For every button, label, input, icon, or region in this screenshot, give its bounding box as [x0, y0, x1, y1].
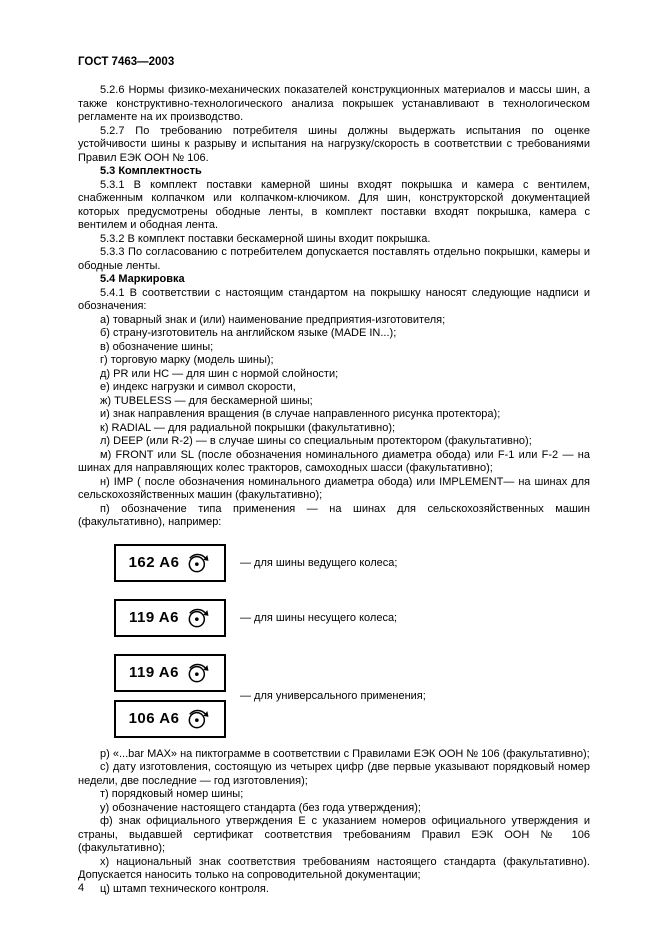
load-index-label: 119 A6: [129, 664, 179, 681]
paragraph: у) обозначение настоящего стандарта (без года утверждения);: [100, 801, 421, 814]
paragraph: к) RADIAL — для радиальной покрышки (факультативно);: [100, 421, 396, 434]
paragraph: л) DEEP (или R-2) — в случае шины со специальным протектором (факультативно);: [100, 435, 532, 447]
paragraph: р) «...bar MAX» на пиктограмме в соответствии с Правилами ЕЭК ООН № 106 (факультативно);: [100, 747, 590, 760]
pictogram-universal-bottom-box: [114, 700, 226, 738]
page-number: 4: [78, 882, 85, 894]
paragraph: в) обозначение шины;: [100, 340, 214, 353]
pictogram-universal-top-box: [114, 654, 226, 692]
paragraph: 5.3.2 В комплект поставки бескамерной шины входит покрышка.: [100, 232, 431, 245]
pictogram-caption: — для шины несущего колеса;: [240, 611, 398, 624]
rotation-arrow-icon: [186, 660, 211, 685]
pictogram-row-carrier-wheel: [114, 599, 590, 637]
document-body-bottom: [78, 748, 590, 897]
paragraph: 5.4 Маркировка: [100, 273, 185, 285]
paragraph: 5.3 Комплектность: [100, 165, 202, 177]
paragraph: ф) знак официального утверждения Е с указанием номеров официального утверждения и страны, выдавшей сертификат соответствия требованиям Правил ЕЭК ООН № 106 (факультативно);: [78, 815, 590, 854]
load-index-label: 119 A6: [129, 609, 179, 626]
pictogram-section: [114, 544, 590, 738]
paragraph: ж) TUBELESS — для бескамерной шины;: [100, 394, 313, 407]
load-index-label: 162 A6: [128, 554, 180, 571]
rotation-arrow-icon: [186, 706, 211, 731]
pictogram-caption: — для универсального применения;: [240, 689, 426, 702]
paragraph: п) обозначение типа применения — на шинах для сельскохозяйственных машин (факультативно), например:: [78, 502, 590, 528]
paragraph: 5.2.7 По требованию потребителя шины должны выдержать испытания по оценке устойчивости шины к разрыву и испытания на нагрузку/скорость в соответствии с требованиями Правил ЕЭК ООН № 106.: [78, 124, 590, 164]
pictogram-carrier-wheel-box: [114, 599, 226, 637]
paragraph: и) знак направления вращения (в случае направленного рисунка протектора);: [100, 408, 501, 420]
paragraph: г) торговую марку (модель шины);: [100, 354, 274, 366]
pictogram-row-universal: [114, 654, 590, 738]
paragraph: н) IMP ( после обозначения номинального диаметра обода) или IMPLEMENT— на шинах для сельскохозяйственных машин (факультативно);: [78, 475, 590, 501]
pictogram-drive-wheel-box: [114, 544, 226, 582]
paragraph: т) порядковый номер шины;: [100, 788, 244, 800]
paragraph: б) страну-изготовитель на английском языке (MADE IN...);: [100, 327, 397, 339]
paragraph: 5.3.3 По согласованию с потребителем допускается поставлять отдельно покрышки, камеры и ободные ленты.: [78, 246, 590, 272]
paragraph: м) FRONT или SL (после обозначения номинального диаметра обода) или F-1 или F-2 — на шинах для направляющих колес тракторов, самоходных шасси (факультативно);: [78, 448, 590, 474]
rotation-arrow-icon: [186, 605, 211, 630]
paragraph: 5.2.6 Нормы физико-механических показателей конструкционных материалов и массы шин, а также конструктивно-технологического анализа покрышек устанавливают в технологическом регламенте на их производство.: [78, 84, 590, 123]
load-index-label: 106 A6: [128, 710, 180, 727]
pictogram-universal-stack: [114, 654, 226, 738]
paragraph: 5.4.1 В соответствии с настоящим стандартом на покрышку наносят следующие надписи и обозначения:: [78, 286, 590, 312]
paragraph: а) товарный знак и (или) наименование предприятия-изготовителя;: [100, 313, 446, 326]
paragraph: с) дату изготовления, состоящую из четырех цифр (две первые указывают порядковый номер недели, две последние — год изготовления);: [78, 761, 590, 787]
paragraph: ц) штамп технического контроля.: [100, 882, 269, 895]
rotation-arrow-icon: [186, 550, 211, 575]
document-body-top: [78, 84, 590, 530]
paragraph: х) национальный знак соответствия требованиям настоящего стандарта (факультативно). Допускается наносить только на сопроводительной документации;: [78, 855, 590, 881]
pictogram-row-drive-wheel: [114, 544, 590, 582]
paragraph: д) PR или HC — для шин с нормой слойности;: [100, 367, 339, 380]
paragraph: е) индекс нагрузки и символ скорости,: [100, 381, 296, 393]
paragraph: 5.3.1 В комплект поставки камерной шины входят покрышка и камера с вентилем, снабженным колпачком или колпачком-ключиком. Для шин, конструкторской документацией которых предусмотрены ободные ленты, в комплект поставки входят покрышка, камера с вентилем и ободная лента.: [78, 178, 590, 231]
pictogram-caption: — для шины ведущего колеса;: [240, 556, 398, 569]
document-header: ГОСТ 7463—2003: [78, 56, 175, 68]
